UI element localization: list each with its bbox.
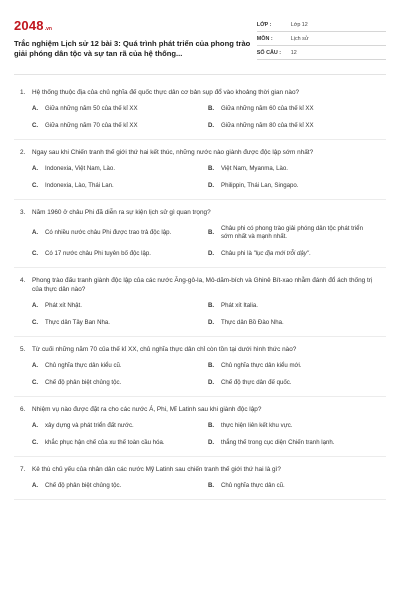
question-item xyxy=(14,465,386,500)
question-text: Nhiệm vụ nào được đặt ra cho các nước Á, Phi, Mĩ Latinh sau khi giành độc lập? xyxy=(32,405,262,413)
question-text: Năm 1960 ở châu Phi đã diễn ra sự kiện lịch sử gì quan trọng? xyxy=(32,209,211,216)
answer-options xyxy=(14,225,386,259)
answer-option[interactable] xyxy=(32,302,204,311)
option-letter: A. xyxy=(32,302,39,310)
header-left xyxy=(14,18,257,59)
question-number: 6. xyxy=(20,405,26,413)
option-text: thực hiện liên kết khu vực. xyxy=(221,422,293,430)
option-text: Phát xít Italia. xyxy=(221,302,258,310)
question-number: 5. xyxy=(20,345,26,353)
question-item xyxy=(14,405,386,457)
option-text: Có nhiều nước châu Phi được trao trả độc lập. xyxy=(45,229,172,237)
option-text: Chủ nghĩa thực dân kiểu cũ. xyxy=(45,362,122,370)
option-text-emphasis: "lục địa mới trỗi dậy" xyxy=(253,250,309,258)
answer-option[interactable] xyxy=(208,439,380,448)
option-text: Thực dân Tây Ban Nha. xyxy=(45,319,110,327)
option-letter: A. xyxy=(32,229,39,237)
option-letter: D. xyxy=(208,122,215,130)
meta-row-subject xyxy=(257,32,386,46)
option-text: Indonexia, Lào, Thái Lan. xyxy=(45,182,114,190)
answer-options xyxy=(14,362,386,388)
option-text: Giữa những năm 50 của thế kỉ XX xyxy=(45,105,138,113)
question-text: Ngay sau khi Chiến tranh thế giới thứ hai kết thúc, những nước nào giành được độc lập sớm nhất? xyxy=(32,149,314,156)
question-header xyxy=(14,276,386,294)
answer-options xyxy=(14,302,386,328)
answer-option[interactable] xyxy=(208,165,380,174)
answer-options xyxy=(14,482,386,491)
option-text: Indonexia, Việt Nam, Lào. xyxy=(45,165,116,173)
question-header xyxy=(14,465,386,474)
meta-value: 12 xyxy=(290,49,297,56)
answer-option[interactable] xyxy=(208,250,380,259)
option-letter: A. xyxy=(32,165,39,173)
option-letter: A. xyxy=(32,422,39,430)
answer-option[interactable] xyxy=(208,122,380,131)
meta-row-count xyxy=(257,46,386,60)
option-letter: C. xyxy=(32,122,39,130)
option-letter: C. xyxy=(32,319,39,327)
answer-option[interactable] xyxy=(32,319,204,328)
question-header xyxy=(14,405,386,414)
question-item xyxy=(14,276,386,337)
option-letter: B. xyxy=(208,362,215,370)
question-text: Hệ thống thuộc địa của chủ nghĩa đế quốc thực dân cơ bản sụp đổ vào khoảng thời gian nào? xyxy=(32,89,300,96)
question-number: 2. xyxy=(20,149,26,156)
option-letter: C. xyxy=(32,379,39,387)
option-letter: A. xyxy=(32,482,39,490)
answer-option[interactable] xyxy=(32,362,204,371)
option-text: Thực dân Bồ Đào Nha. xyxy=(221,319,284,327)
answer-option[interactable] xyxy=(32,422,204,431)
option-text: Giữa những năm 60 của thế kỉ XX xyxy=(221,105,314,113)
option-text: Châu phi là "lục địa mới trỗi dậy". xyxy=(221,250,311,258)
answer-options xyxy=(14,165,386,191)
question-item xyxy=(14,208,386,268)
question-header xyxy=(14,208,386,217)
meta-row-class xyxy=(257,18,386,32)
option-letter: B. xyxy=(208,482,215,490)
answer-option[interactable] xyxy=(32,482,204,491)
answer-option[interactable] xyxy=(208,362,380,371)
answer-options xyxy=(14,105,386,131)
answer-options xyxy=(14,422,386,448)
option-text: Giữa những năm 80 của thế kỉ XX xyxy=(221,122,314,130)
option-text: thắng thế trong cục diện Chiến tranh lạnh. xyxy=(221,439,335,447)
meta-info xyxy=(257,18,386,60)
header xyxy=(14,18,386,60)
question-list xyxy=(14,88,386,500)
question-text: Từ cuối những năm 70 của thế kỉ XX, chủ nghĩa thực dân chỉ còn tồn tại dưới hình thức nào? xyxy=(32,345,297,353)
option-text: Châu phi có phong trào giải phóng dân tộc phát triển sớm nhất và mạnh nhất. xyxy=(221,225,363,241)
option-text: khắc phục hận chế của xu thế toàn cầu hóa. xyxy=(45,439,165,447)
option-letter: D. xyxy=(208,439,215,447)
question-item xyxy=(14,148,386,200)
option-text: Chủ nghĩa thực dân kiểu mới. xyxy=(221,362,302,370)
meta-value: Lớp 12 xyxy=(290,21,308,28)
answer-option[interactable] xyxy=(208,302,380,311)
option-text: Chế độ thực dân đế quốc. xyxy=(221,379,292,387)
logo-main-text: 2048 xyxy=(14,18,44,33)
meta-value: Lịch sử xyxy=(290,35,309,42)
option-letter: B. xyxy=(208,422,215,430)
option-letter: A. xyxy=(32,362,39,370)
question-number: 7. xyxy=(20,465,26,473)
option-letter: C. xyxy=(32,439,39,447)
site-logo[interactable] xyxy=(14,18,257,33)
answer-option[interactable] xyxy=(32,122,204,131)
answer-option[interactable] xyxy=(32,182,204,191)
answer-option[interactable] xyxy=(32,105,204,114)
question-number: 1. xyxy=(20,89,26,96)
answer-option[interactable] xyxy=(208,319,380,328)
option-letter: B. xyxy=(208,229,215,237)
answer-option[interactable] xyxy=(208,182,380,191)
option-text: Có 17 nước châu Phi tuyên bố độc lập. xyxy=(45,250,151,258)
header-divider xyxy=(14,74,386,75)
answer-option[interactable] xyxy=(32,165,204,174)
page-title: Trắc nghiệm Lịch sử 12 bài 3: Quá trình phát triển của phong trào giải phóng dân tộc và sự tan rã của hệ thống... xyxy=(14,39,251,59)
answer-option[interactable] xyxy=(32,439,204,448)
option-letter: A. xyxy=(32,105,39,113)
option-letter: C. xyxy=(32,250,39,258)
option-text: Philippin, Thái Lan, Singapo. xyxy=(221,182,299,190)
option-letter: B. xyxy=(208,302,215,310)
logo-domain-text: .vn xyxy=(44,26,52,32)
option-text: Chế độ phân biệt chủng tộc. xyxy=(45,379,122,387)
answer-option[interactable] xyxy=(208,422,380,431)
question-header xyxy=(14,88,386,97)
question-text: Phong trào đấu tranh giành độc lập của các nước Ăng-gô-la, Mô-dăm-bích và Ghinê Bít-xao nhằm đánh đổ ách thống trị của thực dân nào? xyxy=(32,276,373,293)
option-letter: D. xyxy=(208,379,215,387)
answer-option[interactable] xyxy=(208,482,380,491)
option-letter: D. xyxy=(208,250,215,258)
question-number: 3. xyxy=(20,209,26,216)
option-text: Việt Nam, Myanma, Lào. xyxy=(221,165,288,173)
question-text: Kẻ thù chủ yếu của nhân dân các nước Mỹ Latinh sau chiến tranh thế giới thứ hai là gì? xyxy=(32,465,281,473)
option-text: Chế độ phân biệt chủng tộc. xyxy=(45,482,122,490)
answer-option[interactable] xyxy=(32,379,204,388)
option-text: Chủ nghĩa thực dân cũ. xyxy=(221,482,285,490)
question-number: 4. xyxy=(20,276,26,284)
answer-option[interactable] xyxy=(208,105,380,114)
meta-label: SỐ CÂU : xyxy=(256,49,282,56)
question-item xyxy=(14,345,386,397)
option-letter: C. xyxy=(32,182,39,190)
option-text: Phát xít Nhật. xyxy=(45,302,82,310)
answer-option[interactable] xyxy=(208,379,380,388)
option-letter: D. xyxy=(208,182,215,190)
question-item xyxy=(14,88,386,140)
option-text: xây dựng và phát triển đất nước. xyxy=(45,422,134,430)
option-letter: B. xyxy=(208,105,215,113)
answer-option[interactable] xyxy=(32,225,204,242)
answer-option[interactable] xyxy=(32,250,204,259)
meta-label: MÔN : xyxy=(256,35,273,42)
question-header xyxy=(14,345,386,354)
option-letter: B. xyxy=(208,165,215,173)
question-header xyxy=(14,148,386,157)
meta-label: LỚP : xyxy=(256,21,272,28)
option-letter: D. xyxy=(208,319,215,327)
answer-option[interactable] xyxy=(208,225,380,242)
option-text: Giữa những năm 70 của thế kỉ XX xyxy=(45,122,138,130)
